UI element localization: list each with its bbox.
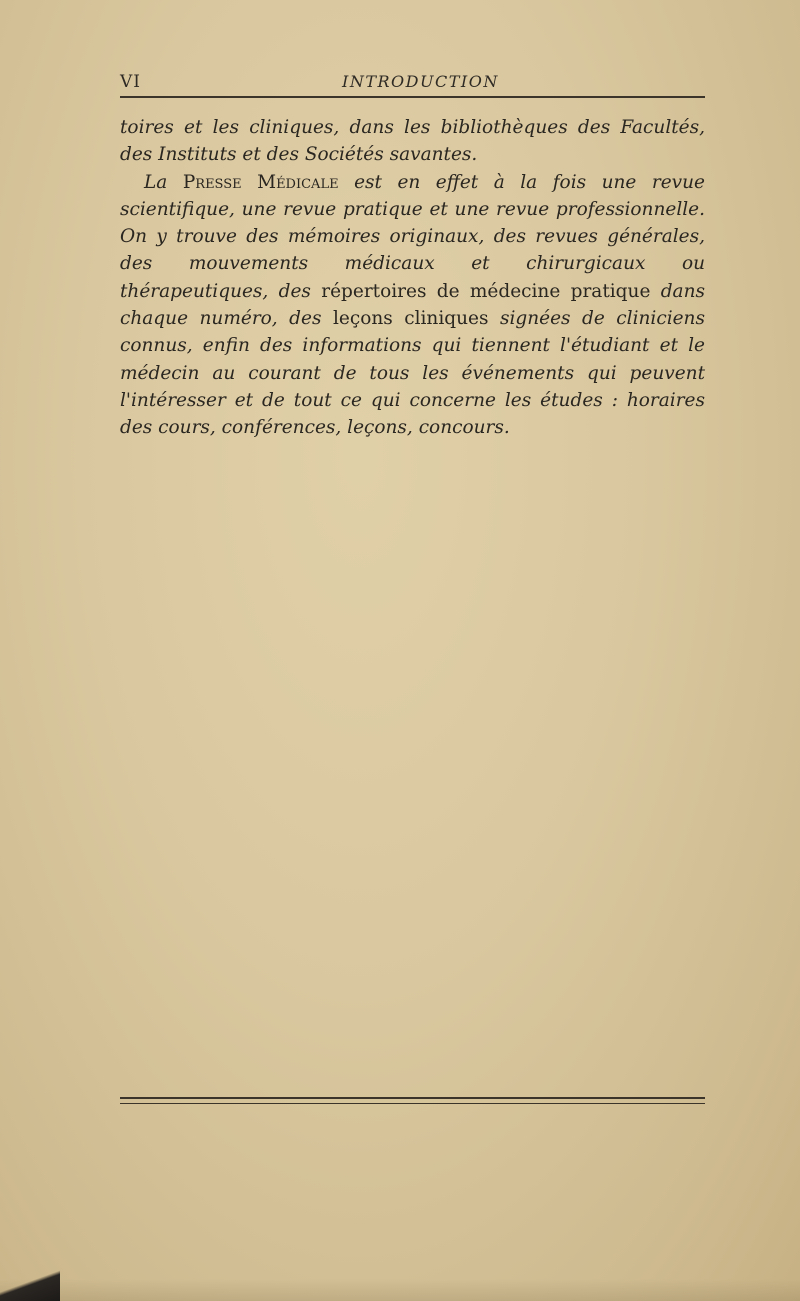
- body-text: [120, 114, 705, 442]
- page-number: VI: [120, 72, 141, 92]
- paragraph-presse-medicale: [120, 169, 705, 442]
- paragraph-2-lead: La: [144, 171, 168, 193]
- journal-name: Presse Médicale: [182, 171, 339, 193]
- corner-shadow: [0, 1267, 60, 1301]
- paragraph-1-text: toires et les cliniques, dans les bibliothèques des Facultés, des Instituts et des Sociétés savantes.: [120, 117, 705, 166]
- running-head: [120, 72, 705, 96]
- end-double-rule: [120, 1097, 705, 1104]
- paragraph-continuation: [120, 114, 705, 169]
- header-rule: [120, 96, 705, 98]
- paragraph-2-part4: leçons cliniques: [332, 308, 489, 330]
- paragraph-2-part1: est en effet à la fois une revue scientifique, une revue pratique et une revue professionnelle. On y trouve des mémoires originaux, des revues générales, des mouvements médicaux et chirurgicaux ou thérapeutiques, des: [120, 171, 705, 302]
- paragraph-2-part5: signées de cliniciens connus, enfin des informations qui tiennent l'étudiant et le médecin au courant de tous les événements qui peuvent l'intéresser et de tout ce qui concerne les études : horaires des cours, conférences, leçons, concours.: [120, 308, 705, 439]
- running-head-title: INTRODUCTION: [342, 72, 499, 91]
- paragraph-2-part3: dans chaque numéro, des: [120, 280, 705, 330]
- page-bottom-edge: [0, 1279, 800, 1301]
- paragraph-2-part2: répertoires de médecine pratique: [321, 280, 651, 302]
